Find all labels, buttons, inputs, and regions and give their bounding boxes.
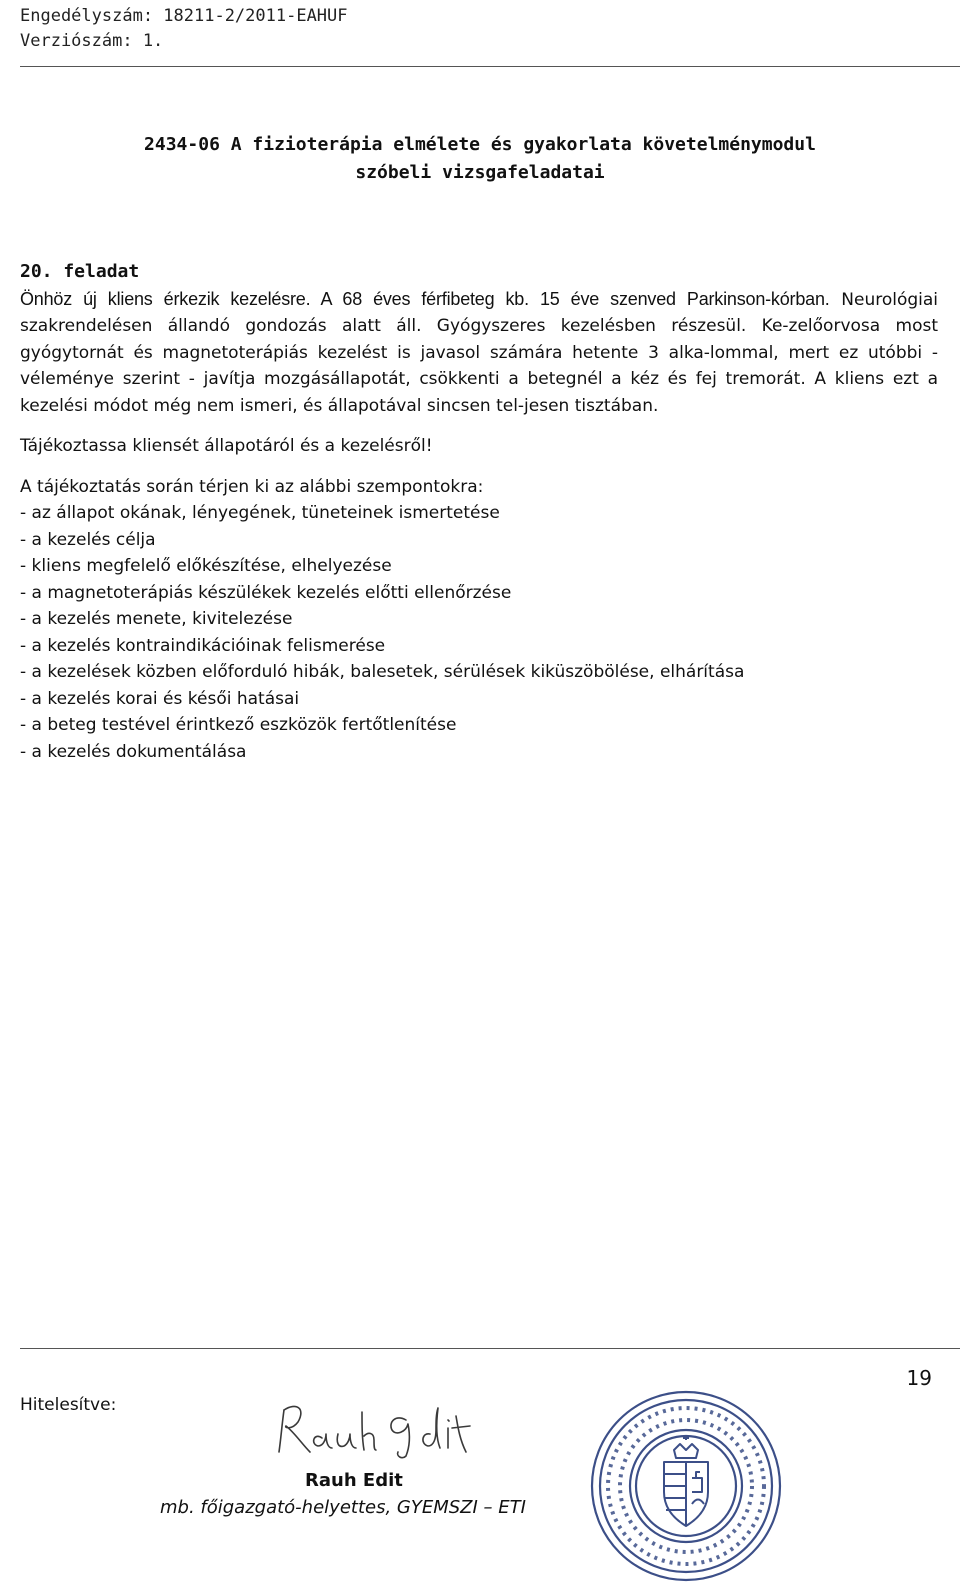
case-line-1: Önhöz új kliens érkezik kezelésre. A 68 éves férfibeteg kb. 15 éve szenved Parkinson-kórban. [20, 288, 830, 309]
task-content [20, 259, 938, 765]
signer-role: mb. főigazgató-helyettes, GYEMSZI – ETI [160, 1497, 526, 1518]
institution-seal-icon [588, 1388, 784, 1584]
list-item: - az állapot okának, lényegének, tüneteinek ismertetése [20, 503, 500, 523]
task-title: 20. feladat [20, 261, 140, 282]
title-line-2: szóbeli vizsgafeladatai [355, 162, 605, 183]
task-instruction: Tájékoztassa kliensét állapotáról és a kezelésről! [20, 436, 433, 456]
document-header [20, 4, 348, 54]
footer-divider [20, 1348, 960, 1349]
license-number: Engedélyszám: 18211-2/2011-EAHUF [20, 6, 348, 26]
list-item: - a kezelés dokumentálása [20, 741, 247, 762]
list-item: - a kezelés kontraindikációinak felismerése [20, 635, 386, 656]
list-item: - a kezelések közben előforduló hibák, balesetek, sérülések kiküszöbölése, elhárítása [20, 662, 745, 682]
document-title [0, 131, 960, 187]
title-line-1: 2434-06 A fizioterápia elmélete és gyakorlata követelménymodul [144, 134, 816, 155]
list-item: - a beteg testével érintkező eszközök fertőtlenítése [20, 715, 457, 735]
case-rest: Neurológiai szakrendelésen állandó gondozás alatt áll. Gyógyszeres kezelésben részesül. Ke-zelőorvosa most gyógytornát és magnetoterápiás kezelést is javasol számára hetente 3 alka-lommal, mert ez utóbbi - véleménye szerint - javítja mozgásállapotát, csökkenti a betegnél a kéz és fej tremorát. A kliens ezt a kezelési módot még nem ismeri, és állapotával sincsen tel-jesen tisztában. [20, 289, 939, 416]
list-item: - a kezelés menete, kivitelezése [20, 609, 293, 629]
version-number: Verziószám: 1. [20, 31, 164, 51]
authenticated-label: Hitelesítve: [20, 1395, 117, 1415]
signer-name: Rauh Edit [305, 1470, 403, 1491]
list-item: - kliens megfelelő előkészítése, elhelyezése [20, 556, 392, 576]
case-description [20, 286, 938, 420]
list-item: - a kezelés célja [20, 529, 156, 550]
header-divider [20, 66, 960, 67]
list-item: - a magnetoterápiás készülékek kezelés előtti ellenőrzése [20, 582, 512, 603]
list-item: - a kezelés korai és késői hatásai [20, 688, 300, 709]
page-number: 19 [906, 1366, 932, 1390]
list-heading: A tájékoztatás során térjen ki az alábbi szempontokra: [20, 476, 484, 497]
handwritten-signature [270, 1398, 480, 1462]
aspect-list [20, 500, 938, 765]
